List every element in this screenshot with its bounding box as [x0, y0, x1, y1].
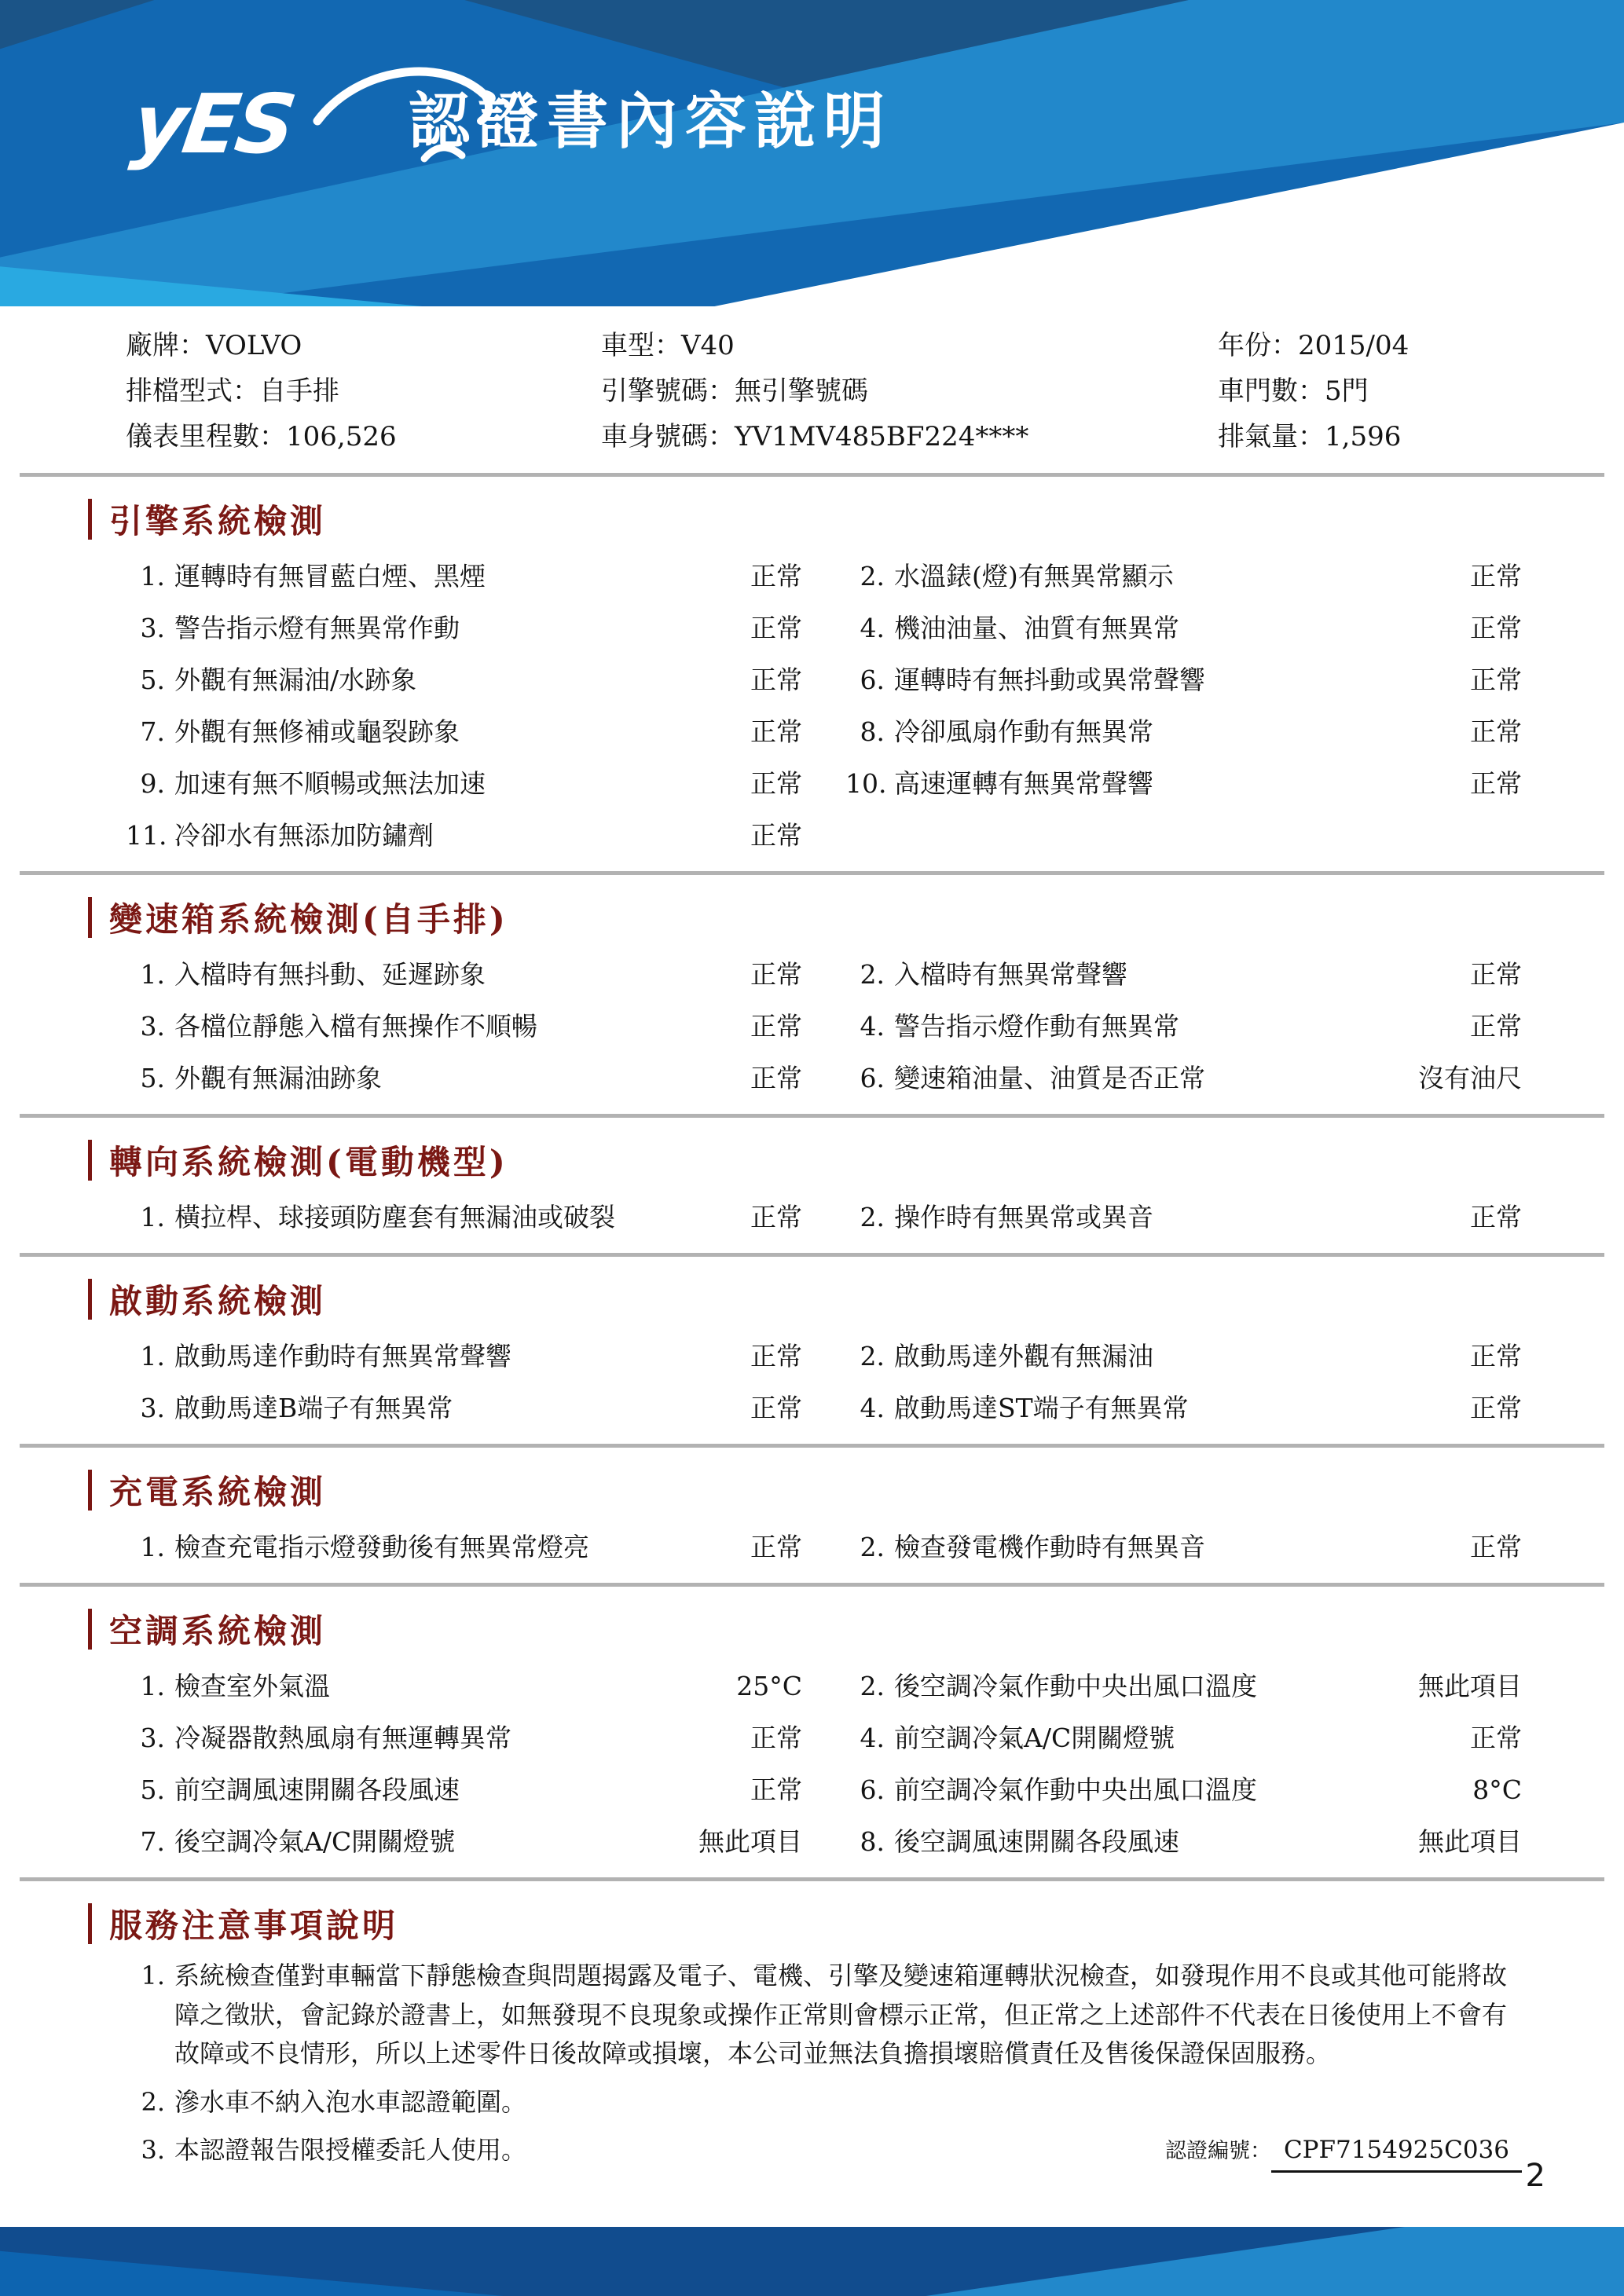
- inspection-item: [845, 560, 1522, 593]
- item-text: 加速有無不順暢或無法加速: [174, 768, 486, 799]
- item-text: 檢查發電機作動時有無異音: [894, 1532, 1205, 1562]
- item-text: 外觀有無修補或龜裂跡象: [174, 716, 460, 747]
- item-text: 警告指示燈作動有無異常: [894, 1011, 1179, 1042]
- item-number: 2.: [860, 561, 885, 591]
- inspection-item: [126, 819, 802, 852]
- section-title: 變速箱系統檢測(自手排): [109, 900, 508, 939]
- section-title: 充電系統檢測: [109, 1473, 327, 1511]
- section-title: 引擎系統檢測: [109, 502, 327, 540]
- item-result: 正常: [750, 768, 802, 799]
- item-number: 11.: [126, 820, 167, 851]
- item-number: 1.: [140, 1341, 165, 1371]
- item-result: 正常: [1470, 1723, 1522, 1753]
- title-bar: [88, 1279, 92, 1320]
- item-text: 入檔時有無異常聲響: [894, 959, 1127, 990]
- note-number: 2.: [141, 2086, 165, 2117]
- vehicle-info-field: [126, 328, 601, 363]
- item-number: 3.: [140, 613, 165, 643]
- inspection-item: [126, 767, 802, 800]
- section-items: [126, 1340, 1522, 1425]
- item-result: 正常: [1470, 959, 1522, 990]
- title-bar: [88, 1903, 92, 1944]
- field-value: V40: [681, 330, 735, 361]
- vehicle-info-field: [601, 419, 1218, 454]
- item-text: 冷凝器散熱風扇有無運轉異常: [174, 1723, 511, 1753]
- item-text: 前空調冷氣作動中央出風口溫度: [894, 1774, 1257, 1805]
- item-text: 運轉時有無抖動或異常聲響: [894, 665, 1205, 695]
- item-text: 啟動馬達ST端子有無異常: [894, 1393, 1189, 1423]
- inspection-item: [126, 1392, 802, 1425]
- divider: [20, 473, 1604, 477]
- item-result: 正常: [750, 561, 802, 591]
- inspection-item: [126, 1670, 802, 1703]
- item-result: 正常: [1470, 1341, 1522, 1371]
- inspection-item: [126, 1774, 802, 1807]
- section-title-row: [88, 894, 1624, 941]
- item-number: 4.: [860, 1393, 885, 1423]
- inspection-item: [845, 1531, 1522, 1564]
- divider: [20, 1444, 1604, 1448]
- item-text: 前空調風速開關各段風速: [174, 1774, 460, 1805]
- service-note: [126, 2083, 1522, 2122]
- item-text: 檢查充電指示燈發動後有無異常燈亮: [174, 1532, 589, 1562]
- inspection-item: [845, 1062, 1522, 1095]
- section-items: [126, 958, 1522, 1095]
- item-text: 後空調冷氣作動中央出風口溫度: [894, 1671, 1257, 1701]
- item-result: 正常: [1470, 716, 1522, 747]
- vehicle-info: [126, 328, 1624, 454]
- inspection-item: [845, 1392, 1522, 1425]
- note-number: 1.: [141, 1961, 165, 1990]
- inspection-item: [845, 716, 1522, 749]
- item-result: 正常: [750, 820, 802, 851]
- item-result: 正常: [1470, 1532, 1522, 1562]
- notes-list: [0, 1957, 1624, 2173]
- item-number: 1.: [140, 1532, 165, 1562]
- inspection-item: [126, 716, 802, 749]
- section-items: [126, 560, 1522, 852]
- vehicle-info-field: [601, 374, 1218, 408]
- vehicle-info-field: [126, 374, 601, 408]
- item-result: 正常: [750, 1011, 802, 1042]
- item-result: 沒有油尺: [1418, 1063, 1522, 1093]
- item-text: 入檔時有無抖動、延遲跡象: [174, 959, 486, 990]
- item-result: 正常: [1470, 1202, 1522, 1232]
- section-title: 轉向系統檢測(電動機型): [109, 1143, 508, 1181]
- section-title: 空調系統檢測: [109, 1612, 327, 1650]
- item-number: 6.: [860, 665, 885, 695]
- item-text: 操作時有無異常或異音: [894, 1202, 1153, 1232]
- divider: [20, 1253, 1604, 1257]
- field-label: 車門數：: [1218, 375, 1325, 407]
- sections: [0, 496, 1624, 1881]
- field-value: 5門: [1325, 375, 1369, 407]
- item-result: 正常: [1470, 561, 1522, 591]
- item-text: 各檔位靜態入檔有無操作不順暢: [174, 1011, 537, 1042]
- page-header: [0, 0, 1624, 306]
- item-text: 冷卻風扇作動有無異常: [894, 716, 1153, 747]
- vehicle-info-field: [1218, 419, 1624, 454]
- item-text: 運轉時有無冒藍白煙、黑煙: [174, 561, 486, 591]
- certificate-label: 認證編號：: [1164, 2139, 1271, 2164]
- title-bar: [88, 1470, 92, 1511]
- inspection-item: [845, 612, 1522, 645]
- item-number: 5.: [140, 1774, 165, 1805]
- inspection-item: [845, 1825, 1522, 1858]
- item-text: 外觀有無漏油跡象: [174, 1063, 382, 1093]
- title-bar: [88, 897, 92, 938]
- vehicle-info-field: [1218, 374, 1624, 408]
- note-text: 本認證報告限授權委託人使用。: [174, 2135, 527, 2166]
- page-number: 2: [1525, 2158, 1545, 2194]
- inspection-item: [126, 1201, 802, 1234]
- item-number: 3.: [140, 1723, 165, 1753]
- item-number: 7.: [140, 716, 165, 747]
- inspection-item: [126, 1010, 802, 1043]
- item-result: 正常: [750, 1723, 802, 1753]
- certificate-number: CPF7154925C036: [1271, 2131, 1522, 2173]
- inspection-item: [845, 1201, 1522, 1234]
- item-result: 正常: [750, 1341, 802, 1371]
- item-text: 前空調冷氣A/C開關燈號: [894, 1723, 1175, 1753]
- item-text: 高速運轉有無異常聲響: [894, 768, 1153, 799]
- item-number: 1.: [140, 561, 165, 591]
- notes-title: 服務注意事項說明: [109, 1906, 399, 1945]
- item-text: 變速箱油量、油質是否正常: [894, 1063, 1205, 1093]
- item-text: 機油油量、油質有無異常: [894, 613, 1179, 643]
- item-result: 8°C: [1472, 1774, 1522, 1805]
- field-label: 排氣量：: [1218, 421, 1325, 452]
- section-title-row: [88, 1276, 1624, 1323]
- field-label: 年份：: [1218, 330, 1298, 361]
- divider: [20, 1877, 1604, 1881]
- inspection-item: [126, 958, 802, 991]
- item-result: 正常: [1470, 768, 1522, 799]
- inspection-item: [126, 1062, 802, 1095]
- divider: [20, 871, 1604, 875]
- item-result: 正常: [1470, 613, 1522, 643]
- item-result: 正常: [750, 959, 802, 990]
- field-label: 車身號碼：: [601, 421, 735, 452]
- title-bar: [88, 1609, 92, 1650]
- item-text: 警告指示燈有無異常作動: [174, 613, 460, 643]
- note-text: 系統檢查僅對車輛當下靜態檢查與問題揭露及電子、電機、引擎及變速箱運轉狀況檢查，如發現作用不良或其他可能將故障之徵狀，會記錄於證書上，如無發現不良現象或操作正常則會標示正常，但正常之上述部件不代表在日後使用上不會有故障或不良情形，所以上述零件日後故障或損壞，本公司並無法負擔損壞賠償責任及售後保證保固服務。: [174, 1961, 1508, 2069]
- item-number: 9.: [140, 768, 165, 799]
- field-label: 排檔型式：: [126, 375, 259, 407]
- inspection-item: [126, 664, 802, 697]
- item-number: 2.: [860, 1202, 885, 1232]
- inspection-item: [126, 1531, 802, 1564]
- vehicle-info-field: [601, 328, 1218, 363]
- section-title-row: [88, 1137, 1624, 1184]
- inspection-item: [845, 1774, 1522, 1807]
- item-text: 後空調冷氣A/C開關燈號: [174, 1826, 456, 1857]
- inspection-item: [845, 958, 1522, 991]
- inspection-item: [845, 1340, 1522, 1373]
- inspection-item: [845, 1722, 1522, 1755]
- notes-title-row: [88, 1900, 1624, 1947]
- yes-logo: yES: [126, 76, 299, 172]
- item-number: 2.: [860, 959, 885, 990]
- section-title-row: [88, 1606, 1624, 1653]
- item-result: 正常: [750, 665, 802, 695]
- field-value: 1,596: [1325, 421, 1402, 452]
- item-text: 啟動馬達B端子有無異常: [174, 1393, 453, 1423]
- item-result: 正常: [750, 1063, 802, 1093]
- inspection-item: [845, 767, 1522, 800]
- item-number: 1.: [140, 1671, 165, 1701]
- item-result: 正常: [1470, 665, 1522, 695]
- note-text: 滲水車不納入泡水車認證範圍。: [174, 2086, 527, 2117]
- item-number: 5.: [140, 1063, 165, 1093]
- item-result: 無此項目: [1418, 1671, 1522, 1701]
- item-number: 4.: [860, 613, 885, 643]
- item-text: 檢查室外氣溫: [174, 1671, 330, 1701]
- item-text: 冷卻水有無添加防鏽劑: [174, 820, 434, 851]
- item-text: 水溫錶(燈)有無異常顯示: [894, 561, 1174, 591]
- page-title: 認證書內容說明: [409, 86, 893, 157]
- item-number: 10.: [845, 768, 887, 799]
- section-items: [126, 1201, 1522, 1234]
- service-note: [126, 2131, 1522, 2173]
- section-title-row: [88, 1467, 1624, 1514]
- item-number: 4.: [860, 1723, 885, 1753]
- item-text: 啟動馬達作動時有無異常聲響: [174, 1341, 511, 1371]
- item-number: 2.: [860, 1671, 885, 1701]
- divider: [20, 1114, 1604, 1118]
- field-value: 106,526: [286, 421, 397, 452]
- item-result: 25°C: [736, 1671, 802, 1701]
- item-result: 正常: [750, 1202, 802, 1232]
- inspection-item: [126, 1340, 802, 1373]
- title-bar: [88, 499, 92, 540]
- item-number: 2.: [860, 1341, 885, 1371]
- item-result: 正常: [750, 613, 802, 643]
- note-number: 3.: [141, 2135, 165, 2166]
- item-number: 1.: [140, 1202, 165, 1232]
- inspection-item: [845, 1010, 1522, 1043]
- certificate-number-row: [1165, 2131, 1522, 2173]
- item-result: 正常: [750, 716, 802, 747]
- inspection-item: [126, 612, 802, 645]
- item-number: 6.: [860, 1774, 885, 1805]
- section-title-row: [88, 496, 1624, 543]
- item-number: 2.: [860, 1532, 885, 1562]
- item-result: 正常: [750, 1532, 802, 1562]
- field-label: 廠牌：: [126, 330, 206, 361]
- field-value: 2015/04: [1298, 330, 1410, 361]
- item-number: 8.: [860, 1826, 885, 1857]
- inspection-item: [845, 664, 1522, 697]
- vehicle-info-field: [126, 419, 601, 454]
- item-result: 無此項目: [698, 1826, 802, 1857]
- item-number: 1.: [140, 959, 165, 990]
- inspection-item: [126, 1722, 802, 1755]
- field-value: 自手排: [259, 375, 339, 407]
- item-number: 5.: [140, 665, 165, 695]
- section-items: [126, 1670, 1522, 1858]
- field-label: 車型：: [601, 330, 681, 361]
- field-label: 儀表里程數：: [126, 421, 286, 452]
- inspection-item: [845, 1670, 1522, 1703]
- field-value: 無引擎號碼: [735, 375, 868, 407]
- divider: [20, 1583, 1604, 1587]
- service-note: [126, 1957, 1522, 2074]
- item-number: 8.: [860, 716, 885, 747]
- item-result: 正常: [750, 1774, 802, 1805]
- item-number: 6.: [860, 1063, 885, 1093]
- field-value: YV1MV485BF224****: [735, 421, 1029, 452]
- title-bar: [88, 1140, 92, 1181]
- inspection-item: [126, 1825, 802, 1858]
- item-number: 3.: [140, 1393, 165, 1423]
- item-number: 4.: [860, 1011, 885, 1042]
- item-text: 後空調風速開關各段風速: [894, 1826, 1179, 1857]
- item-number: 7.: [140, 1826, 165, 1857]
- field-label: 引擎號碼：: [601, 375, 735, 407]
- item-text: 啟動馬達外觀有無漏油: [894, 1341, 1153, 1371]
- item-result: 無此項目: [1418, 1826, 1522, 1857]
- page-footer: [0, 2227, 1624, 2296]
- item-number: 3.: [140, 1011, 165, 1042]
- section-title: 啟動系統檢測: [109, 1282, 327, 1320]
- item-result: 正常: [1470, 1011, 1522, 1042]
- item-result: 正常: [750, 1393, 802, 1423]
- section-items: [126, 1531, 1522, 1564]
- vehicle-info-field: [1218, 328, 1624, 363]
- inspection-item: [126, 560, 802, 593]
- item-text: 外觀有無漏油/水跡象: [174, 665, 417, 695]
- item-text: 橫拉桿、球接頭防塵套有無漏油或破裂: [174, 1202, 615, 1232]
- item-result: 正常: [1470, 1393, 1522, 1423]
- field-value: VOLVO: [206, 330, 302, 361]
